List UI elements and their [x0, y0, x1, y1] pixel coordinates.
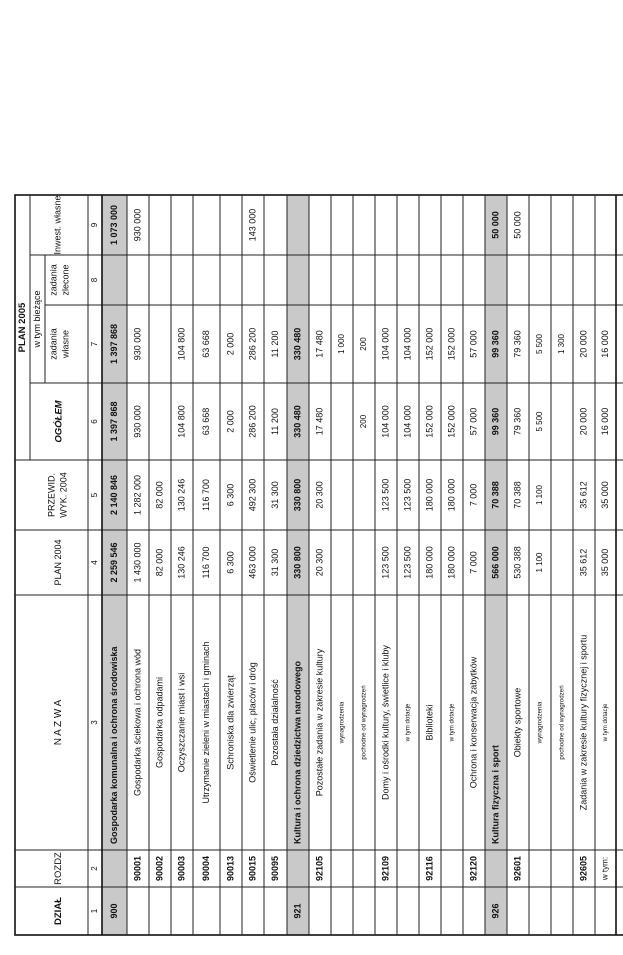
row-przewid: 123 500	[380, 478, 391, 512]
row-przewid: 82 000	[154, 481, 165, 509]
column-number: 9	[90, 222, 100, 228]
row-plan2004: 7 000	[468, 551, 479, 574]
row-przewid: 180 000	[424, 478, 435, 512]
row-nazwa: pochodne od wynagrodzeń	[360, 685, 368, 760]
row-nazwa: Schroniska dla zwierząt	[225, 675, 236, 770]
row-rozdz: w tym:	[600, 856, 610, 881]
row-zad-wlasne: 1 000	[337, 333, 347, 355]
row-plan2004: 1 100	[535, 552, 545, 573]
row-nazwa: Pozostałe zadania w zakresie kultury	[314, 648, 325, 797]
row-nazwa: Oświetlenie ulic, placów i dróg	[247, 662, 258, 783]
row-ogolem: 16 000	[599, 407, 610, 436]
row-nazwa: Domy i ośrodki kultury, świetlice i kluby	[380, 645, 391, 800]
header-zadania-zlecone-line1: zadania	[48, 264, 59, 296]
row-plan2004: 180 000	[446, 546, 457, 579]
row-zad-wlasne: 104 000	[402, 327, 413, 361]
header-przewid-line2: WYK. 2004	[58, 472, 69, 518]
header-zadania-zlecone-line2: zlecone	[60, 264, 71, 296]
row-zad-wlasne: 200	[359, 337, 369, 351]
row-przewid: 20 300	[314, 481, 325, 509]
row-zad-wlasne: 99 360	[490, 330, 501, 358]
row-ogolem: 200	[359, 414, 369, 429]
header-rozdz: ROZDZ	[53, 852, 65, 885]
row-plan2004: 123 500	[402, 546, 413, 579]
row-nazwa: Biblioteki	[424, 704, 435, 741]
header-inwest-wlasne: Inwest. własne	[52, 195, 63, 255]
row-ogolem: 57 000	[468, 407, 479, 436]
row-ogolem: 63 668	[200, 407, 211, 436]
row-zad-wlasne: 5 500	[535, 333, 545, 355]
row-ogolem: 104 000	[380, 405, 391, 438]
row-przewid: 116 700	[200, 479, 211, 511]
row-plan2004: 566 000	[490, 546, 501, 579]
row-nazwa: wynagrodzenia	[338, 701, 346, 744]
row-ogolem: 11 200	[269, 408, 280, 435]
row-zad-wlasne: 2 000	[225, 332, 236, 356]
row-ogolem: 5 500	[535, 411, 545, 432]
row-plan2004: 35 612	[578, 548, 589, 577]
row-przewid: 70 388	[490, 481, 501, 509]
row-rozdz: 92120	[468, 855, 479, 882]
row-plan2004: 31 300	[269, 548, 280, 577]
row-zad-wlasne: 104 800	[176, 327, 187, 361]
row-nazwa: Kultura i ochrona dziedzictwa narodowego	[292, 660, 303, 844]
row-rozdz: 92605	[578, 855, 589, 882]
row-plan2004: 2 259 546	[108, 542, 119, 583]
row-rozdz: 90002	[154, 855, 165, 882]
header-dzial: DZIAŁ	[53, 897, 65, 925]
row-inwest: 50 000	[512, 211, 523, 239]
row-plan2004: 35 000	[599, 548, 610, 577]
row-zad-wlasne: 1 397 868	[108, 323, 119, 365]
row-przewid: 123 500	[402, 478, 413, 512]
row-zad-wlasne: 11 200	[269, 330, 280, 358]
row-zad-wlasne: 104 000	[380, 327, 391, 361]
row-przewid: 70 388	[512, 481, 523, 509]
row-plan2004: 463 000	[247, 546, 258, 579]
row-plan2004: 20 300	[314, 548, 325, 577]
row-przewid: 130 246	[176, 478, 187, 512]
row-nazwa: Pozostała działalność	[269, 679, 280, 766]
row-plan2004: 180 000	[424, 546, 435, 579]
row-inwest: 50 000	[490, 211, 501, 239]
row-zad-wlasne: 330 480	[292, 327, 303, 361]
row-przewid: 492 300	[247, 478, 258, 512]
row-dzial: 921	[292, 903, 303, 919]
row-ogolem: 1 397 868	[108, 401, 119, 442]
row-plan2004: 6 300	[225, 551, 236, 574]
row-rozdz: 92116	[424, 856, 435, 881]
row-nazwa: Obiekty sportowe	[512, 687, 523, 758]
column-number: 3	[90, 720, 100, 725]
row-przewid: 35 000	[599, 481, 610, 509]
row-nazwa: Kultura fizyczna i sport	[490, 744, 501, 844]
row-nazwa: Utrzymanie zieleni w miastach i gminach	[200, 641, 211, 804]
row-ogolem: 286 200	[247, 405, 258, 438]
row-plan2004: 1 430 000	[132, 542, 143, 583]
row-plan2004: 82 000	[154, 548, 165, 577]
row-ogolem: 104 800	[176, 405, 187, 438]
column-number: 1	[90, 908, 100, 914]
header-przewid-line1: PRZEWID.	[46, 473, 57, 517]
row-zad-wlasne: 20 000	[578, 330, 589, 358]
row-plan2004: 330 800	[292, 546, 303, 579]
row-zad-wlasne: 286 200	[247, 327, 258, 361]
row-nazwa: w tym dotacje	[448, 703, 456, 742]
row-zad-wlasne: 152 000	[446, 327, 457, 361]
row-zad-wlasne: 16 000	[599, 330, 610, 358]
row-przewid: 330 800	[292, 478, 303, 512]
row-ogolem: 99 360	[490, 407, 501, 436]
row-nazwa: w tym dotacje	[602, 703, 610, 742]
row-rozdz: 90015	[247, 855, 258, 882]
row-zad-wlasne: 57 000	[468, 330, 479, 358]
row-przewid: 31 300	[269, 481, 280, 509]
row-rozdz: 90095	[269, 855, 280, 882]
row-nazwa: Gospodarka odpadami	[154, 676, 165, 769]
header-w-tym-biezace: w tym bieżące	[31, 290, 42, 348]
row-ogolem: 17 480	[314, 407, 325, 436]
row-inwest: 143 000	[247, 208, 258, 242]
row-inwest: 930 000	[132, 208, 143, 242]
column-number: 7	[90, 341, 100, 347]
column-number: 8	[90, 277, 100, 283]
row-zad-wlasne: 79 360	[512, 330, 523, 358]
row-ogolem: 79 360	[512, 407, 523, 436]
row-rozdz: 90003	[176, 855, 187, 882]
row-nazwa: w tym dotacje	[404, 703, 412, 742]
row-rozdz: 92601	[512, 855, 523, 882]
row-zad-wlasne: 17 480	[314, 330, 325, 358]
row-nazwa: Gospodarka komunalna i ochrona środowiska	[108, 646, 119, 844]
header-plan-2004: PLAN 2004	[52, 539, 63, 586]
row-zad-wlasne: 63 668	[200, 330, 211, 358]
row-przewid: 1 100	[535, 484, 545, 506]
row-nazwa: Oczyszczanie miast i wsi	[176, 672, 187, 773]
row-rozdz: 90004	[200, 855, 211, 882]
row-przewid: 180 000	[446, 478, 457, 512]
header-zadania-wlasne-line2: własne	[60, 329, 71, 359]
row-rozdz: 90013	[225, 855, 236, 882]
header-plan-2005: PLAN 2005	[17, 302, 29, 353]
row-inwest: 1 073 000	[108, 204, 119, 246]
header-zadania-wlasne-line1: zadania	[48, 328, 59, 360]
row-rozdz: 92109	[380, 855, 391, 882]
row-ogolem: 104 000	[402, 405, 413, 438]
column-number: 5	[90, 492, 100, 498]
row-rozdz: 92105	[314, 855, 325, 882]
row-nazwa: wynagrodzenia	[536, 701, 544, 744]
row-ogolem: 930 000	[132, 405, 143, 438]
row-plan2004: 130 246	[176, 546, 187, 579]
row-nazwa: Gospodarka ściekowa i ochrona wód	[132, 648, 143, 797]
row-zad-wlasne: 1 300	[557, 333, 567, 355]
row-ogolem: 2 000	[225, 410, 236, 433]
row-ogolem: 152 000	[424, 405, 435, 438]
row-ogolem: 330 480	[292, 405, 303, 438]
row-rozdz: 90001	[132, 855, 143, 882]
header-nazwa: N A Z W A	[53, 699, 65, 746]
row-przewid: 6 300	[225, 483, 236, 507]
column-number: 2	[90, 866, 100, 871]
column-number: 6	[90, 419, 100, 424]
row-nazwa: Zadania w zakresie kultury fizycznej i sportu	[578, 634, 589, 811]
row-plan2004: 116 700	[200, 546, 211, 579]
row-nazwa: Ochrona i konserwacja zabytków	[468, 656, 479, 789]
row-plan2004: 530 388	[512, 546, 523, 579]
row-plan2004: 123 500	[380, 546, 391, 579]
row-przewid: 1 282 000	[132, 474, 143, 516]
row-nazwa: pochodne od wynagrodzeń	[558, 685, 566, 760]
row-dzial: 926	[490, 903, 501, 919]
row-przewid: 7 000	[468, 483, 479, 507]
header-ogolem: OGÓŁEM	[53, 400, 65, 443]
row-ogolem: 152 000	[446, 405, 457, 438]
row-przewid: 2 140 846	[108, 474, 119, 516]
budget-table	[15, 195, 623, 935]
row-ogolem: 20 000	[578, 407, 589, 436]
column-number: 4	[90, 560, 100, 565]
row-przewid: 35 612	[578, 481, 589, 509]
row-zad-wlasne: 152 000	[424, 327, 435, 361]
row-zad-wlasne: 930 000	[132, 327, 143, 361]
row-dzial: 900	[108, 903, 119, 919]
